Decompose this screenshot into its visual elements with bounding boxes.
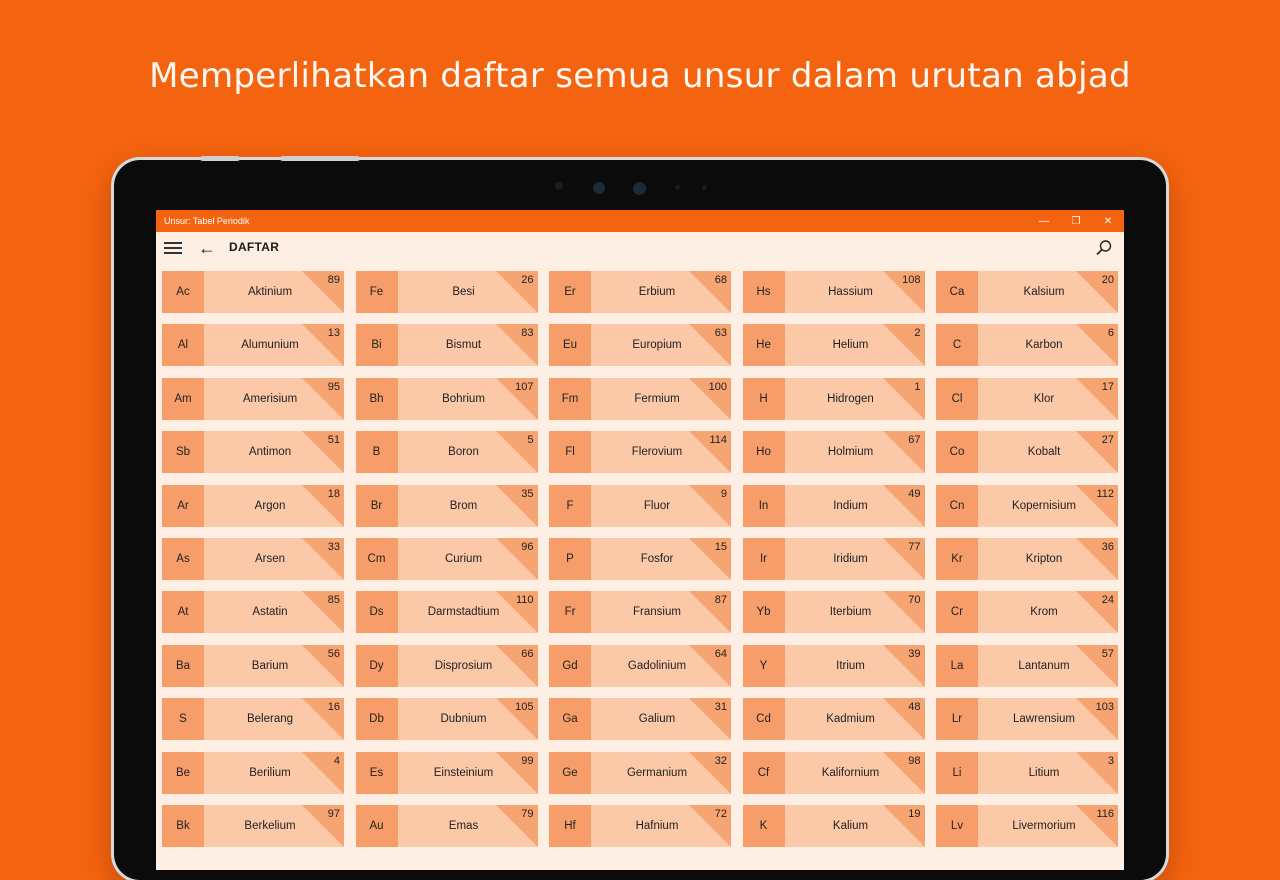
element-tile[interactable] bbox=[936, 431, 1118, 473]
element-tile[interactable] bbox=[549, 271, 731, 313]
element-name: Hafnium bbox=[635, 819, 679, 832]
element-symbol: He bbox=[743, 324, 785, 366]
element-symbol: Ba bbox=[162, 645, 204, 687]
element-tile[interactable] bbox=[356, 271, 538, 313]
atomic-number: 79 bbox=[521, 807, 534, 820]
hamburger-menu-icon[interactable] bbox=[164, 242, 182, 254]
element-tile[interactable] bbox=[356, 378, 538, 420]
atomic-number: 20 bbox=[1101, 274, 1114, 286]
element-name: Krom bbox=[1030, 606, 1058, 619]
element-name: Arsen bbox=[254, 552, 286, 565]
element-tile[interactable] bbox=[356, 752, 538, 794]
element-symbol: Fr bbox=[549, 591, 591, 633]
element-name: Germanium bbox=[626, 766, 688, 779]
element-tile[interactable] bbox=[356, 591, 538, 633]
element-symbol: Yb bbox=[743, 591, 785, 633]
element-symbol: Ar bbox=[162, 485, 204, 527]
element-symbol: Ir bbox=[743, 538, 785, 580]
element-tile[interactable] bbox=[743, 378, 925, 420]
element-symbol: Be bbox=[162, 752, 204, 794]
power-button bbox=[280, 156, 360, 161]
element-name: Amerisium bbox=[242, 392, 298, 405]
element-tile[interactable] bbox=[743, 645, 925, 687]
element-tile[interactable] bbox=[936, 485, 1118, 527]
light-sensor-icon bbox=[675, 185, 680, 190]
element-tile[interactable] bbox=[162, 485, 344, 527]
element-symbol: K bbox=[743, 805, 785, 847]
element-name: Kalifornium bbox=[821, 766, 880, 779]
element-tile[interactable] bbox=[743, 324, 925, 366]
atomic-number: 13 bbox=[327, 327, 340, 340]
element-tile[interactable] bbox=[549, 752, 731, 794]
element-tile[interactable] bbox=[743, 485, 925, 527]
element-tile[interactable] bbox=[743, 591, 925, 633]
atomic-number: 4 bbox=[333, 754, 340, 767]
element-name: Galium bbox=[638, 713, 676, 726]
element-tile[interactable] bbox=[162, 271, 344, 313]
element-name: Lawrensium bbox=[1013, 713, 1075, 726]
element-name: Indium bbox=[833, 499, 868, 512]
window-title: Unsur: Tabel Periodik bbox=[164, 216, 250, 226]
atomic-number: 15 bbox=[714, 540, 727, 553]
element-tile[interactable] bbox=[743, 431, 925, 473]
atomic-number: 98 bbox=[908, 754, 921, 767]
atomic-number: 87 bbox=[714, 594, 727, 607]
atomic-number: 99 bbox=[521, 754, 534, 767]
element-grid bbox=[162, 271, 1118, 847]
element-name: Boron bbox=[448, 446, 479, 459]
element-symbol: Sb bbox=[162, 431, 204, 473]
element-symbol: P bbox=[549, 538, 591, 580]
element-name: Curium bbox=[444, 552, 483, 565]
atomic-number: 51 bbox=[327, 434, 340, 447]
element-symbol: B bbox=[356, 431, 398, 473]
atomic-number: 110 bbox=[515, 594, 534, 607]
atomic-number: 32 bbox=[714, 754, 727, 767]
element-symbol: Kr bbox=[936, 538, 978, 580]
element-name: Brom bbox=[449, 499, 478, 512]
element-symbol: C bbox=[936, 324, 978, 366]
element-tile[interactable] bbox=[936, 752, 1118, 794]
element-tile[interactable] bbox=[936, 538, 1118, 580]
element-symbol: Cf bbox=[743, 752, 785, 794]
atomic-number: 107 bbox=[515, 380, 534, 393]
element-symbol: Er bbox=[549, 271, 591, 313]
element-tile[interactable] bbox=[936, 805, 1118, 847]
atomic-number: 27 bbox=[1101, 434, 1114, 447]
element-tile[interactable] bbox=[549, 645, 731, 687]
element-symbol: Hf bbox=[549, 805, 591, 847]
element-tile[interactable] bbox=[162, 378, 344, 420]
atomic-number: 70 bbox=[908, 594, 921, 607]
element-symbol: Am bbox=[162, 378, 204, 420]
atomic-number: 64 bbox=[714, 647, 727, 660]
element-tile[interactable] bbox=[743, 698, 925, 740]
element-name: Besi bbox=[452, 286, 475, 298]
element-tile[interactable] bbox=[936, 378, 1118, 420]
app-window bbox=[156, 210, 1124, 870]
element-symbol: S bbox=[162, 698, 204, 740]
element-symbol: Hs bbox=[743, 271, 785, 313]
element-symbol: F bbox=[549, 485, 591, 527]
element-symbol: Cm bbox=[356, 538, 398, 580]
element-name: Barium bbox=[251, 659, 289, 672]
element-symbol: Bh bbox=[356, 378, 398, 420]
element-tile[interactable] bbox=[162, 752, 344, 794]
atomic-number: 33 bbox=[327, 540, 340, 553]
atomic-number: 83 bbox=[521, 327, 534, 340]
element-name: Hidrogen bbox=[827, 392, 874, 405]
element-symbol: Es bbox=[356, 752, 398, 794]
element-name: Bohrium bbox=[442, 392, 485, 405]
atomic-number: 6 bbox=[1107, 327, 1114, 340]
element-name: Argon bbox=[254, 499, 286, 512]
atomic-number: 63 bbox=[714, 327, 727, 340]
maximize-button[interactable]: ❐ bbox=[1071, 215, 1081, 227]
element-tile[interactable] bbox=[743, 271, 925, 313]
atomic-number: 97 bbox=[327, 807, 340, 820]
element-name: Iterbium bbox=[829, 606, 872, 619]
element-tile[interactable] bbox=[549, 698, 731, 740]
element-name: Itrium bbox=[836, 659, 865, 672]
close-button[interactable]: ✕ bbox=[1103, 215, 1113, 227]
element-tile[interactable] bbox=[162, 805, 344, 847]
element-tile[interactable] bbox=[743, 752, 925, 794]
atomic-number: 56 bbox=[327, 647, 340, 660]
element-name: Flerovium bbox=[631, 446, 683, 459]
element-symbol: Ca bbox=[936, 271, 978, 313]
element-name: Kalsium bbox=[1023, 286, 1065, 298]
atomic-number: 26 bbox=[521, 274, 534, 286]
element-symbol: Al bbox=[162, 324, 204, 366]
element-symbol: Cn bbox=[936, 485, 978, 527]
element-name: Disprosium bbox=[434, 659, 493, 672]
element-symbol: Li bbox=[936, 752, 978, 794]
element-name: Darmstadtium bbox=[427, 606, 500, 619]
element-symbol: Bk bbox=[162, 805, 204, 847]
element-tile[interactable] bbox=[743, 538, 925, 580]
element-name: Hassium bbox=[828, 286, 873, 298]
atomic-number: 31 bbox=[714, 701, 727, 714]
element-name: Fermium bbox=[634, 392, 680, 405]
element-symbol: Br bbox=[356, 485, 398, 527]
element-name: Kopernisium bbox=[1012, 499, 1076, 512]
element-tile[interactable] bbox=[549, 538, 731, 580]
element-name: Helium bbox=[832, 339, 869, 352]
element-name: Fluor bbox=[643, 499, 671, 512]
ir-sensor-icon bbox=[702, 185, 707, 190]
app-bar bbox=[156, 232, 1124, 264]
atomic-number: 105 bbox=[515, 701, 534, 714]
element-name: Dubnium bbox=[440, 713, 487, 726]
element-name: Kripton bbox=[1025, 552, 1063, 565]
atomic-number: 57 bbox=[1101, 647, 1114, 660]
element-name: Astatin bbox=[252, 606, 288, 619]
minimize-button[interactable]: — bbox=[1039, 215, 1049, 227]
element-symbol: In bbox=[743, 485, 785, 527]
element-name: Klor bbox=[1033, 392, 1055, 405]
atomic-number: 39 bbox=[908, 647, 921, 660]
element-symbol: Db bbox=[356, 698, 398, 740]
element-name: Fransium bbox=[633, 606, 681, 619]
camera-icon bbox=[593, 182, 605, 194]
element-tile[interactable] bbox=[356, 805, 538, 847]
atomic-number: 3 bbox=[1107, 754, 1114, 767]
element-tile[interactable] bbox=[936, 591, 1118, 633]
element-symbol: Dy bbox=[356, 645, 398, 687]
element-symbol: Bi bbox=[356, 324, 398, 366]
element-name: Fosfor bbox=[640, 552, 674, 565]
element-name: Aktinium bbox=[247, 286, 293, 298]
element-tile[interactable] bbox=[356, 324, 538, 366]
element-tile[interactable] bbox=[936, 698, 1118, 740]
element-tile[interactable] bbox=[162, 538, 344, 580]
element-name: Alumunium bbox=[241, 339, 299, 352]
element-name: Kobalt bbox=[1027, 446, 1061, 459]
element-symbol: Fm bbox=[549, 378, 591, 420]
element-symbol: Cd bbox=[743, 698, 785, 740]
element-symbol: Y bbox=[743, 645, 785, 687]
element-symbol: Co bbox=[936, 431, 978, 473]
page-title: DAFTAR bbox=[229, 240, 280, 254]
element-symbol: Ho bbox=[743, 431, 785, 473]
atomic-number: 67 bbox=[908, 434, 921, 447]
element-tile[interactable] bbox=[162, 324, 344, 366]
element-symbol: Ds bbox=[356, 591, 398, 633]
back-arrow-icon[interactable]: ← bbox=[198, 238, 216, 258]
element-tile[interactable] bbox=[356, 698, 538, 740]
search-icon[interactable] bbox=[1094, 238, 1114, 258]
element-symbol: Lv bbox=[936, 805, 978, 847]
atomic-number: 17 bbox=[1101, 380, 1114, 393]
element-name: Gadolinium bbox=[627, 659, 687, 672]
element-name: Bismut bbox=[445, 339, 482, 352]
element-symbol: Cr bbox=[936, 591, 978, 633]
element-tile[interactable] bbox=[356, 431, 538, 473]
atomic-number: 103 bbox=[1095, 701, 1114, 714]
atomic-number: 16 bbox=[327, 701, 340, 714]
atomic-number: 9 bbox=[720, 487, 727, 500]
element-tile[interactable] bbox=[549, 591, 731, 633]
element-tile[interactable] bbox=[356, 485, 538, 527]
element-name: Berilium bbox=[249, 766, 291, 779]
atomic-number: 49 bbox=[908, 487, 921, 500]
element-symbol: Au bbox=[356, 805, 398, 847]
atomic-number: 68 bbox=[714, 274, 727, 286]
atomic-number: 2 bbox=[914, 327, 921, 340]
element-symbol: Cl bbox=[936, 378, 978, 420]
element-symbol: Gd bbox=[549, 645, 591, 687]
element-name: Holmium bbox=[827, 446, 874, 459]
element-symbol: At bbox=[162, 591, 204, 633]
element-name: Kalium bbox=[832, 819, 869, 832]
atomic-number: 100 bbox=[708, 380, 727, 393]
element-tile[interactable] bbox=[356, 645, 538, 687]
element-tile[interactable] bbox=[549, 378, 731, 420]
atomic-number: 1 bbox=[914, 380, 921, 393]
webcam-icon bbox=[633, 182, 646, 195]
volume-button bbox=[200, 156, 240, 161]
element-name: Kadmium bbox=[826, 713, 875, 726]
element-name: Emas bbox=[448, 819, 479, 832]
atomic-number: 116 bbox=[1096, 807, 1114, 820]
element-name: Lantanum bbox=[1018, 659, 1070, 672]
atomic-number: 48 bbox=[908, 701, 921, 714]
element-name: Karbon bbox=[1025, 339, 1063, 352]
element-tile[interactable] bbox=[549, 431, 731, 473]
element-symbol: Ge bbox=[549, 752, 591, 794]
element-tile[interactable] bbox=[936, 271, 1118, 313]
element-name: Iridium bbox=[833, 552, 868, 565]
element-name: Europium bbox=[632, 339, 682, 352]
element-symbol: As bbox=[162, 538, 204, 580]
atomic-number: 95 bbox=[327, 380, 340, 393]
element-name: Berkelium bbox=[244, 819, 296, 832]
atomic-number: 114 bbox=[709, 434, 727, 447]
element-symbol: Ga bbox=[549, 698, 591, 740]
atomic-number: 18 bbox=[327, 487, 340, 500]
atomic-number: 19 bbox=[908, 807, 921, 820]
atomic-number: 89 bbox=[327, 274, 340, 286]
element-symbol: Fe bbox=[356, 271, 398, 313]
atomic-number: 35 bbox=[521, 487, 534, 500]
element-tile[interactable] bbox=[743, 805, 925, 847]
element-tile[interactable] bbox=[162, 591, 344, 633]
element-name: Belerang bbox=[246, 713, 294, 726]
promo-headline: Memperlihatkan daftar semua unsur dalam urutan abjad bbox=[149, 56, 1131, 96]
element-symbol: H bbox=[743, 378, 785, 420]
camera-sensor-icon bbox=[555, 182, 563, 190]
title-bar bbox=[156, 210, 1124, 232]
element-name: Antimon bbox=[248, 446, 292, 459]
atomic-number: 108 bbox=[902, 274, 921, 286]
atomic-number: 85 bbox=[327, 594, 340, 607]
atomic-number: 36 bbox=[1101, 540, 1114, 553]
atomic-number: 112 bbox=[1096, 487, 1114, 500]
element-tile[interactable] bbox=[162, 645, 344, 687]
element-name: Livermorium bbox=[1012, 819, 1076, 832]
element-symbol: Lr bbox=[936, 698, 978, 740]
element-name: Einsteinium bbox=[433, 766, 494, 779]
element-tile[interactable] bbox=[356, 538, 538, 580]
atomic-number: 66 bbox=[521, 647, 534, 660]
atomic-number: 24 bbox=[1101, 594, 1114, 607]
element-tile[interactable] bbox=[549, 485, 731, 527]
element-symbol: Fl bbox=[549, 431, 591, 473]
atomic-number: 72 bbox=[714, 807, 727, 820]
element-tile[interactable] bbox=[549, 324, 731, 366]
element-symbol: Eu bbox=[549, 324, 591, 366]
element-tile[interactable] bbox=[936, 645, 1118, 687]
element-tile[interactable] bbox=[162, 431, 344, 473]
atomic-number: 96 bbox=[521, 540, 534, 553]
element-symbol: Ac bbox=[162, 271, 204, 313]
element-tile[interactable] bbox=[162, 698, 344, 740]
atomic-number: 5 bbox=[527, 434, 534, 447]
atomic-number: 77 bbox=[908, 540, 921, 553]
element-name: Erbium bbox=[638, 286, 676, 298]
element-tile[interactable] bbox=[549, 805, 731, 847]
element-name: Litium bbox=[1028, 766, 1060, 779]
element-symbol: La bbox=[936, 645, 978, 687]
element-tile[interactable] bbox=[936, 324, 1118, 366]
